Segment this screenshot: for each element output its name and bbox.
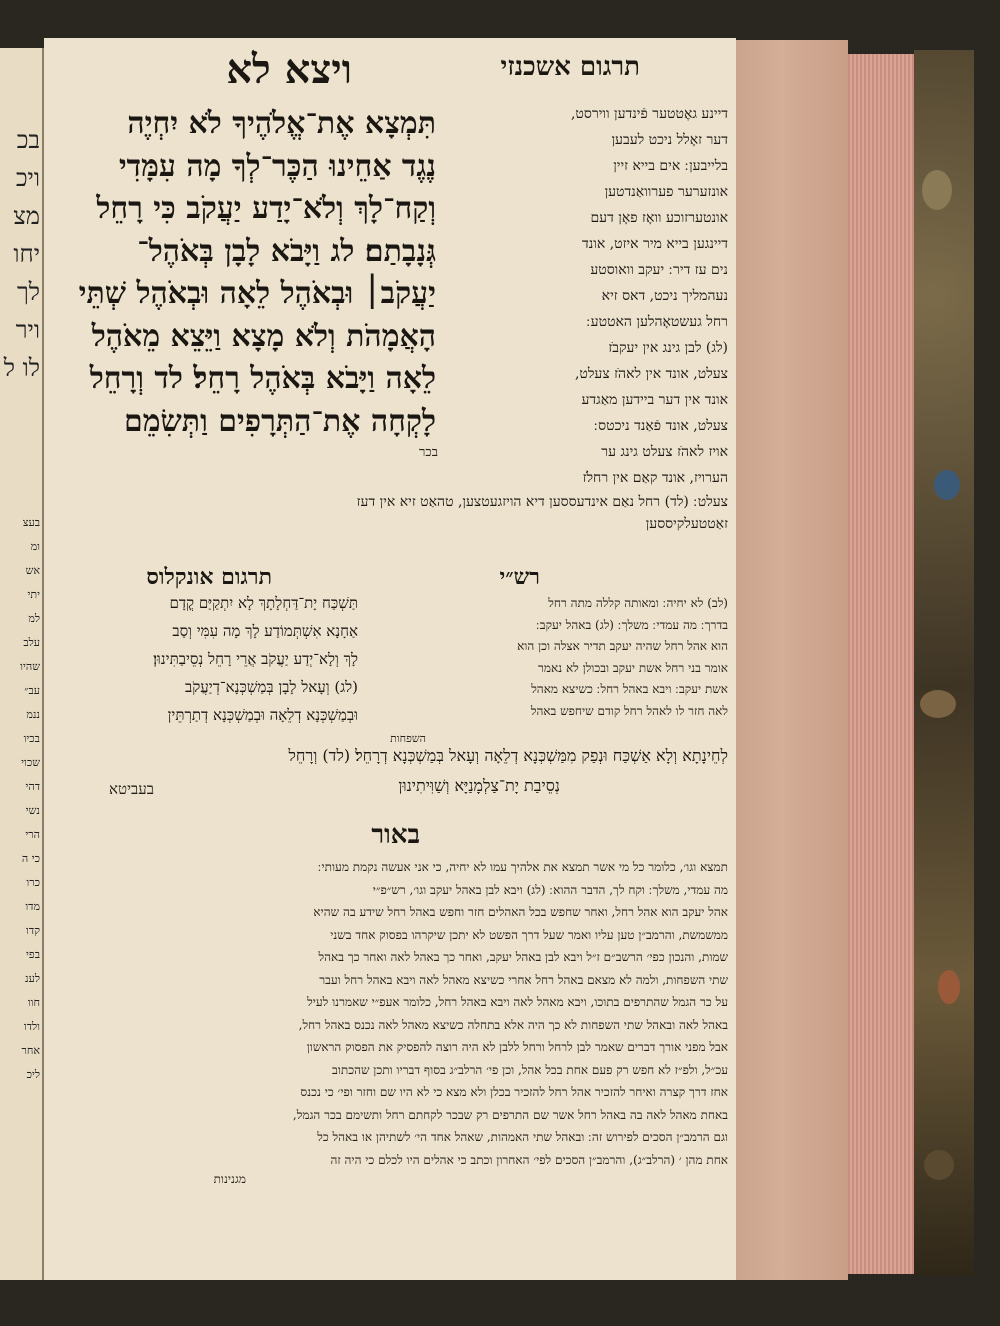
yiddish-line: נעהמליך ניכט, דאס זיא	[601, 288, 728, 304]
verse-line: וְקַח־לָךְ וְלֹא־יָדַע יַעֲקֹב כִּי רָחֵל	[96, 191, 436, 226]
biur-line: אחז דרך קצרה ואיחר להזכיר אהל רחל להזכיר בכלן ולא מצא כי לא היו שם וחזר ופי׳ כי נכנס	[300, 1085, 728, 1099]
biur-heading: באור	[371, 820, 420, 850]
facing-page	[0, 48, 44, 1280]
onkelos-last-line: נְסֵיבַת יָת־צַלְמָנַיָּא וְשַׁוִּיתִינוּן	[398, 776, 560, 795]
yiddish-last-line: זאַטטעלקיססען	[645, 516, 728, 532]
verse-line: הָאֲמָהֹת וְלֹא מָצָא וַיֵּצֵא מֵאֹהֶל	[91, 318, 436, 354]
rashi-line: (לב) לא יחיה ׃ ומאותה קללה מתה רחל	[548, 596, 728, 610]
facing-page-line: ומ	[30, 540, 40, 553]
yiddish-line: בלייבען ׃ אים בייא זיין	[613, 158, 728, 174]
facing-page-line: כרו	[26, 876, 40, 889]
facing-page-line: חוו	[27, 996, 40, 1009]
yiddish-full-line: צעלט ׃ (לד) רחל נאַם אינדעססען דיא הויזגעטצען, טהאַט זיא אין דעז	[356, 494, 728, 510]
facing-page-line: עלב	[23, 636, 40, 649]
rashi-catchword: השפחות	[390, 732, 426, 745]
rashi-line: לאה חזר לו לאהל רחל קודם שיחפש באהל	[530, 703, 728, 718]
onkelos-line: וּבְמַשְׁכְּנָא דְלֵאָה וּבְמַשְׁכְּנָא דְתַרְתֵּין	[167, 706, 358, 724]
biur-line: שמות, והנכון כפי׳ הרשב״ם ז״ל ויבא לבן באהל יעקב, ואחר כך באהל לאה ואחר כך באהל	[318, 950, 728, 964]
verse-catchword: בכר	[418, 445, 438, 460]
page-block-edge	[736, 40, 848, 1280]
facing-page-line: ליכ	[26, 1068, 40, 1081]
yiddish-line: אונטערזוכע וואָז פאָן דעם	[590, 210, 728, 226]
facing-page-line: דהי	[25, 780, 40, 793]
biur-line: אחת מהן ׳ (הרלב״ג), והרמב״ן הסכים לפי׳ האחרון וכתב כי אהלים היו לכלם כי היה זה	[330, 1152, 728, 1167]
facing-page-line: בכיו	[23, 732, 40, 745]
rashi-line: אשת יעקב ׃ ויבא באהל רחל ׃ כשיצא מאהל	[531, 682, 728, 696]
onkelos-line: אַחָנָא אִשְׁתְּמוֹדַע לָךְ מָה עִמִּי וְסַב	[172, 622, 358, 640]
verse-line: לָקְחָה אֶת־הַתְּרָפִים וַתְּשִׂמֵם	[124, 403, 436, 439]
facing-page-line: קדו	[26, 924, 40, 937]
facing-page-line: נשי	[25, 804, 40, 817]
biur-catchword: מגנינות	[213, 1172, 246, 1186]
verse-line: לֵאָה וַיָּבֹא בְּאֹהֶל רָחֵל׃ לד וְרָחֵל	[89, 361, 436, 396]
rashi-line: הוא אהל רחל שהיה יעקב תדיר אצלה וכן הוא	[517, 639, 728, 653]
biur-line: עכ״ל, ולפ״ז לא חפש רק פעם אחת בכל אהל, וכן פי׳ הרלב״ג בסוף דבריו ותכן שהכתוב	[332, 1062, 728, 1077]
verse-line: נֶגֶד אַחֵינוּ הַכֶּר־לְךָ מָה עִמָּדִי	[118, 148, 436, 184]
yiddish-line: נים עז דיר ׃ יעקב וואוסטע	[590, 262, 728, 278]
biur-line: ממשמשת, והרמב״ן טען עליו ואמר שעל דרך הפשט לא יתכן שיקרהו בפסוק אחד בשני	[330, 927, 728, 942]
yiddish-line: אונזערער פערוואַנדטען	[604, 184, 728, 200]
facing-page-line: לענ	[25, 972, 40, 985]
yiddish-line: דיינגען בייא מיר איזט, אונד	[581, 236, 728, 252]
yiddish-line: צעלט, אונד אין לאהׂז צעלט,	[574, 366, 728, 382]
facing-page-line: לך	[16, 278, 40, 306]
verse-line: יַעֲקֹב׀ וּבְאֹהֶל לֵאָה וּבְאֹהֶל שְׁתֵּי	[78, 276, 436, 311]
marbled-cover	[914, 50, 974, 1276]
biur-line: באחת מאהל לאה בה באהל רחל אשר שם התרפים רק שבכר לקחתם רחל ותשימם בכר הגמל,	[292, 1107, 728, 1122]
onkelos-catchword: בעביטא	[109, 780, 154, 798]
facing-page-line: אש	[25, 564, 40, 577]
facing-page-line: יתי	[27, 588, 40, 601]
biur-line: תמצא וגו׳, כלומר כל מי אשר תמצא את אלהיך עמו לא יחיה, כי אני אעשה נקמת מעותי ׃	[317, 860, 728, 874]
biur-line: באהל לאה ובאהל שתי השפחות לא כך היה אלא בתחלה כשיצא מאהל לאה נכנס באהל רחל,	[298, 1017, 728, 1032]
facing-page-line: שהיו	[20, 660, 40, 673]
facing-page-line: יחו	[13, 240, 40, 268]
facing-page-line: כי ה	[21, 852, 40, 865]
yiddish-line: (לג) לבן גינג אין יעקבׂז	[608, 340, 728, 356]
facing-page-line: שכוי	[21, 756, 40, 769]
facing-page-line: בכ	[16, 126, 40, 154]
facing-page-line: מצ	[13, 202, 40, 230]
facing-page-line: הרי	[25, 828, 40, 841]
biur-line: אהל יעקב הוא אהל רחל, ואחר שחפש בכל האהלים חזר וחפש באהל רחל שידע בה שהיא	[313, 905, 728, 919]
biur-line: אבל מפני אורך דברים שאמר לבן לרחל ורחל ללבן לא היה רוצה להפסיק את הפסוק הראשון	[306, 1040, 728, 1054]
biur-line: שתי השפחות, ולמה לא מצאם באהל רחל אחרי כשיצא מאהל לאה ויבא באהל רחל ועבר	[319, 972, 728, 987]
rashi-line: בדרך ׃ מה עמדי ׃ משלך ׃ (לג) באהל יעקב ׃	[535, 617, 728, 632]
onkelos-line: לָךְ וְלָא־יְדַע יַעֲקֹב אֲרֵי רָחֵל נְסֵיבַתִּינוּן׃	[153, 650, 358, 668]
facing-page-line: בפי	[26, 948, 40, 961]
facing-page-line: עב״	[24, 684, 40, 697]
yiddish-line: דיינע גאֶטטער פֿינדען ווירסט,	[570, 106, 728, 122]
yiddish-line: רחל געשטאָהלען האטטע ׃	[586, 314, 728, 330]
verse-line: תִּמְצָא אֶת־אֱלֹהֶיךָ לֹא יִחְיֶה	[127, 106, 436, 141]
facing-page-line: ויר	[15, 316, 40, 344]
biur-line: על כר הגמל שהתרפים בתוכו, ויבא מאהל לאה ויבא באהל רחל, כלומר אעפ״י שאמרנו לעיל	[307, 995, 728, 1009]
facing-page-line: ולדו	[23, 1020, 40, 1033]
facing-page-line: לו ל	[3, 354, 40, 382]
onkelos-line: תַּשְׁכַּח יָת־דַּחְלָתָךְ לָא יִתְקַיַּם קֳדָם	[169, 594, 358, 612]
parsha-page-number: ויצא לא	[226, 46, 352, 93]
biur-line: וגם הרמב״ן הסכים לפירוש זה ׃ ובאהל שתי האמהות, שאהל אחד הי׳ לשתיהן או באהל כל	[317, 1130, 728, 1144]
facing-page-line: ויכ	[15, 164, 40, 192]
facing-page-line: בעצ	[22, 516, 40, 529]
biur-line: מה עמדי, משלך ׃ וקח לך, הדבר ההוא ׃ (לג) ויבא לבן באהל יעקב וגו׳, רש״פ״י	[372, 882, 728, 897]
onkelos-line: (לג) וְעָאל לָבָן בְּמַשְׁכְּנָא־דְיַעֲקֹב	[185, 678, 358, 696]
yiddish-line: אויז לאהׂז צעלט גינג ער	[601, 444, 728, 460]
fore-edge	[848, 54, 917, 1274]
onkelos-full-line: לְחֵינָתָא וְלָא אַשְׁכַּח וּנְפַק מִמַּשְׁכְּנָא דְלֵאָה וְעָאל בְּמַשְׁכְּנָא דְרָחֵל׃ (לד) וְרָחֵל	[288, 746, 728, 765]
onkelos-heading: תרגום אונקלוס	[146, 564, 272, 590]
yiddish-line: דער זאָלל ניכט לעבען	[611, 132, 728, 148]
rashi-line: אומר בני רחל אשת יעקב ובכולן לא נאמר	[538, 660, 728, 675]
facing-page-line: למ	[28, 612, 40, 625]
verse-line: גְּנָבָתַם׃ לג וַיָּבֹא לָבָן בְּאֹהֶל־	[137, 233, 436, 269]
rashi-heading: רש״י	[499, 564, 540, 590]
running-head-title: תרגום אשכנזי	[500, 52, 640, 82]
facing-page-line: אחר	[21, 1044, 40, 1057]
yiddish-line: צעלט, אונד פֿאַנד ניכטס ׃	[593, 418, 728, 434]
yiddish-line: הערויז, אונד קאַם אין רחלׂז	[582, 470, 728, 486]
facing-page-line: מדו	[25, 900, 40, 913]
book-page	[44, 38, 736, 1280]
facing-page-line: ננמ	[26, 708, 40, 721]
yiddish-line: אונד אין דער ביידען מאַגדע	[581, 392, 728, 408]
